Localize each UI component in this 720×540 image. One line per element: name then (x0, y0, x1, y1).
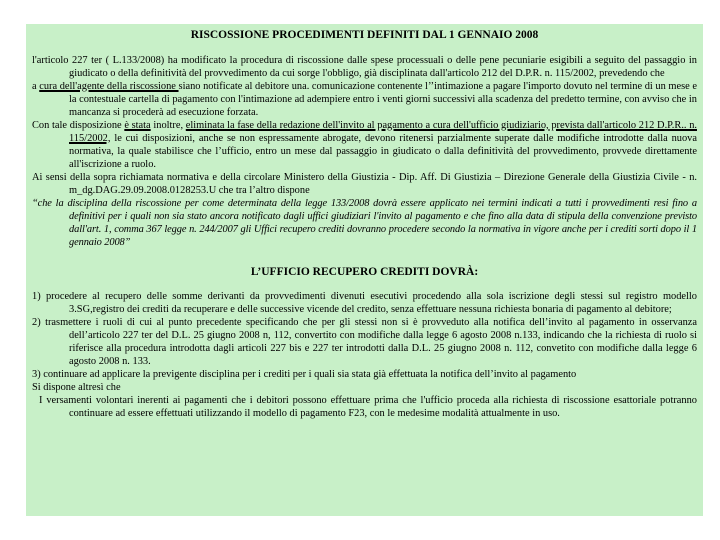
text-segment: siano notificate al debitore una. comunicazione contenente l’’intimazione a pagare l'importo dovuto nel termine di un mese e la contestuale cartella di pagamento con l'intimazione ad adempiere entro i venti giorni successivi alla scadenza del predetto termine, con avviso che in mancanza si procederà ad esecuzione forzata. (69, 81, 698, 118)
quoted-provision: “che la disciplina della riscossione per come determinata della legge 133/2008 dovrà essere applicato nei termini indicati a tutti i provvedimenti resi fino a definitivi per i quali non sia stato ancora notificato dagli uffici giudiziari l'invito al pagamento e che fino alla data di stipula della convenzione previsto dall'art. 1, comma 367 legge n. 244/2007 gli Uffici recupero crediti dovranno procedere secondo la normativa in vigore anche per i crediti sorti dopo il 1 gennaio 2008” (32, 198, 697, 248)
paragraph-disposition: Si dispone altresì che (32, 382, 121, 393)
text-segment: a (32, 81, 40, 92)
text-segment: le cui disposizioni, anche se non espressamente abrogate, devono ritenersi parzialmente superate dalle modifiche introdotte dalla nuova normativa, la quale stabilisce che l’ufficio, entro un mese dal passaggio in giudicato o dalla definitività del provvedimento, provvede direttamente all'iscrizione a ruolo. (69, 133, 697, 170)
paragraph-agent-notification (32, 80, 697, 119)
list-item-1: 1) procedere al recupero delle somme derivanti da provvedimenti divenuti esecutivi procedendo alla sola iscrizione degli stessi sul registro modello 3.SG,registro dei crediti da recuperare e delle successive vicende del credito, senza effettuare nessuna richiesta bonaria di pagamento al debitore; (32, 291, 697, 315)
text-segment: Con tale disposizione (32, 120, 125, 131)
document-title: RISCOSSIONE PROCEDIMENTI DEFINITI DAL 1 GENNAIO 2008 (190, 29, 539, 41)
text-segment: inoltre, (150, 120, 186, 131)
underlined-text: è stata (124, 120, 151, 131)
paragraph-provision (32, 119, 697, 171)
document-panel (26, 24, 703, 516)
paragraph-article-227-ter: l'articolo 227 ter ( L.133/2008) ha modificato la procedura di riscossione dalle spese processuali o delle pene pecuniarie esigibili a seguito del passaggio in giudicato o della definitività del provvedimento da cui sorge l'obbligo, già disciplinata dall'articolo 212 del D.P.R. n. 115/2002, prevedendo che (32, 55, 697, 79)
section-subtitle: L’UFFICIO RECUPERO CREDITI DOVRÀ: (250, 266, 479, 278)
list-item-3: 3) continuare ad applicare la previgente disciplina per i crediti per i quali sia stata già effettuata la notifica dell’invito al pagamento (32, 369, 577, 380)
underlined-text: cura dell'agente della riscossione (39, 81, 179, 92)
paragraph-voluntary-payments: I versamenti volontari inerenti ai pagamenti che i debitori possono effettuare prima che l'ufficio proceda alla richiesta di riscossione esattoriale potranno continuare ad essere effettuati utilizzando il modello di pagamento F23, con le medesime modalità attualmente in uso. (39, 395, 697, 419)
underlined-text: eliminata la fase della redazione dell'invito al pagamento a cura dell'ufficio giudiziario, prevista dall'articolo 212 D.P.R.. n. 115/2002, (69, 120, 697, 144)
list-item-2: 2) trasmettere i ruoli di cui al punto precedente specificando che per gli stessi non si è provveduto alla notifica dell’invito al pagamento in osservanza dell’articolo 227 ter del D.L. 25 giugno 2008 n, 112, convertito con modifiche dalla legge 6 agosto 2008 n.133, indicando che la richiesta di ruolo si riferisce alla procedura introdotta dagli articoli 227 bis e 227 ter introdotti dalla D.L. 25 giugno 2008 n. 112, convetito con modifiche dalla legge 6 agosto 2008 n. 133. (32, 317, 697, 367)
paragraph-circular: Ai sensi della sopra richiamata normativa e della circolare Ministero della Giustizia - Dip. Aff. Di Giustizia – Direzione Generale della Giustizia Civile - n. m_dg.DAG.29.09.2008.0128253.U che tra l’altro dispone (32, 172, 697, 196)
